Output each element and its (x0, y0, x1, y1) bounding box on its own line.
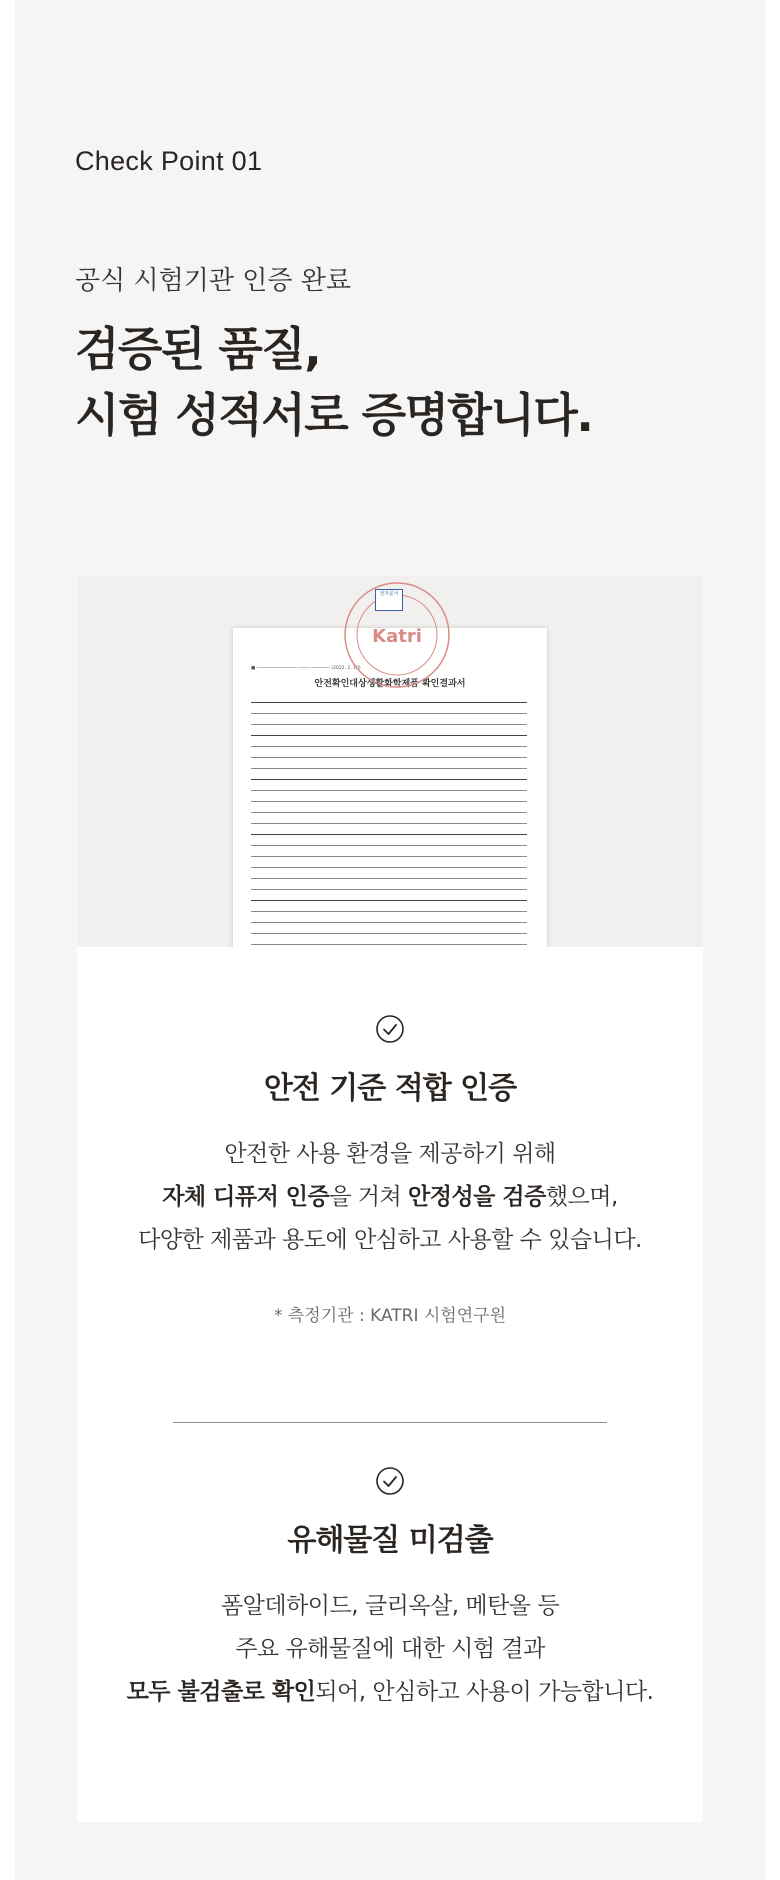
harmful-bold: 모두 불검출로 확인 (126, 1679, 316, 1705)
safety-mid: 을 거쳐 (329, 1184, 409, 1210)
safety-end: 했으며, (545, 1184, 618, 1210)
report-row (251, 747, 527, 758)
report-row (251, 868, 527, 879)
stamp-text: Katri (372, 626, 422, 647)
report-row (251, 692, 527, 703)
report-title: 안전확인대상생활화학제품 확인결과서 (314, 679, 466, 689)
harmful-end: 되어, 안심하고 사용이 가능합니다. (315, 1679, 654, 1705)
report-row (251, 769, 527, 780)
subtitle: 공식 시험기관 인증 완료 (75, 266, 351, 296)
page (15, 0, 765, 1880)
report-header-text: ■ ─────────────── ──── ─────── (2022. 2. 10) (251, 666, 361, 671)
report-row (251, 736, 527, 747)
check-circle-icon (375, 1466, 405, 1496)
report-row (251, 725, 527, 736)
safety-line-3: 다양한 제품과 용도에 안심하고 사용할 수 있습니다. (138, 1227, 642, 1253)
report-row (251, 835, 527, 846)
harmful-line-3 (77, 1671, 703, 1714)
headline-line-1: 검증된 품질, (75, 322, 321, 376)
report-row (251, 758, 527, 769)
section-divider (173, 1422, 607, 1423)
report-row (251, 923, 527, 934)
e-document-badge: 전자문서 (375, 589, 403, 611)
section-body-harmful (77, 1585, 703, 1714)
certification-card (77, 575, 703, 1822)
report-row (251, 890, 527, 901)
report-row (251, 824, 527, 835)
report-row (251, 912, 527, 923)
report-row (251, 901, 527, 912)
report-row (251, 714, 527, 725)
harmful-line-2: 주요 유해물질에 대한 시험 결과 (235, 1636, 545, 1662)
section-body-safety (77, 1133, 703, 1262)
report-table (251, 692, 527, 945)
check-point-label: Check Point 01 (75, 146, 263, 176)
headline (75, 316, 592, 448)
measurement-note: * 측정기관 : KATRI 시험연구원 (273, 1306, 506, 1326)
safety-line-2 (77, 1176, 703, 1219)
report-row (251, 813, 527, 824)
report-row (251, 780, 527, 791)
check-circle-icon (375, 1014, 405, 1044)
report-row (251, 857, 527, 868)
report-row (251, 802, 527, 813)
section-title-harmful: 유해물질 미검출 (287, 1523, 493, 1558)
safety-bold-b: 안정성을 검증 (408, 1184, 546, 1210)
safety-line-1: 안전한 사용 환경을 제공하기 위해 (224, 1141, 556, 1167)
test-report-image (77, 575, 703, 947)
report-row (251, 934, 527, 945)
safety-bold-a: 자체 디퓨저 인증 (162, 1184, 330, 1210)
report-row (251, 791, 527, 802)
section-title-safety: 안전 기준 적합 인증 (263, 1071, 517, 1106)
harmful-line-1: 폼알데하이드, 글리옥살, 메탄올 등 (220, 1593, 560, 1619)
report-row (251, 703, 527, 714)
headline-line-2: 시험 성적서로 증명합니다. (75, 388, 593, 442)
report-row (251, 846, 527, 857)
report-row (251, 879, 527, 890)
